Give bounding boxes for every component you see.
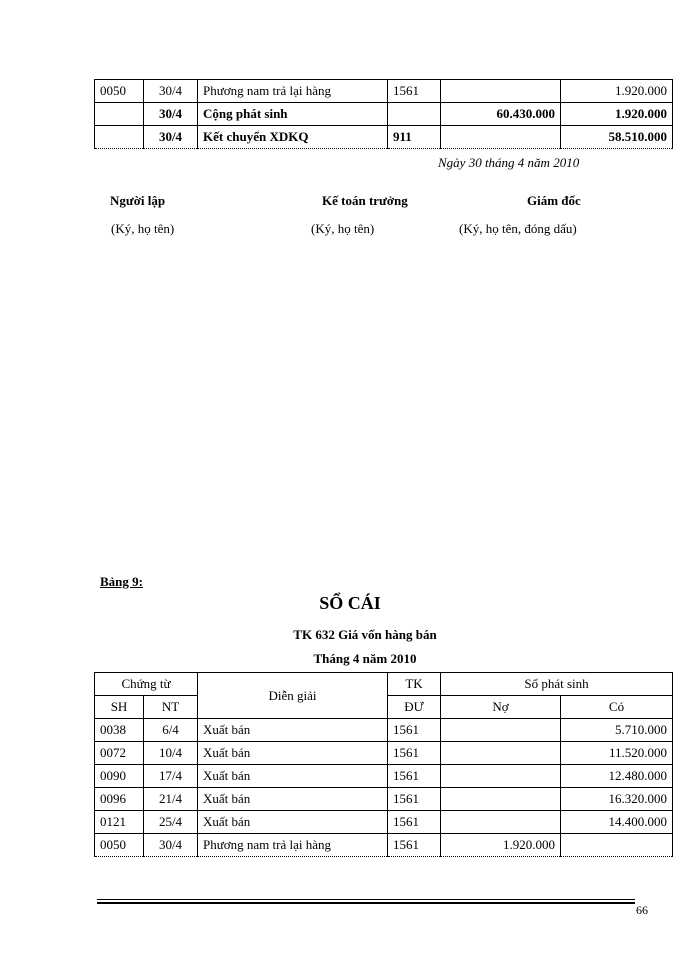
table-row <box>95 742 673 765</box>
cell-sh: 0096 <box>95 788 144 811</box>
signature-director-title: Giám đốc <box>527 193 581 208</box>
cell-co: 5.710.000 <box>561 719 673 742</box>
footer-divider-thick <box>97 902 635 904</box>
header-credit: Có <box>561 696 673 719</box>
cell-no: 60.430.000 <box>441 103 561 126</box>
table-row <box>95 834 673 857</box>
top-ledger-body <box>95 80 673 149</box>
footer-divider <box>97 899 635 900</box>
cell-tk: 1561 <box>388 834 441 857</box>
cell-dien-giai: Xuất bán <box>198 811 388 834</box>
cell-dien-giai: Xuất bán <box>198 788 388 811</box>
period-title: Tháng 4 năm 2010 <box>313 651 417 666</box>
header-account-line2: ĐƯ <box>388 696 441 719</box>
table-label: Bảng 9: <box>100 574 143 589</box>
cell-no <box>441 788 561 811</box>
signature-preparer-title: Người lập <box>110 193 166 208</box>
cell-dien-giai: Xuất bán <box>198 742 388 765</box>
cell-sh: 0072 <box>95 742 144 765</box>
top-ledger-table <box>94 79 673 149</box>
cell-co: 58.510.000 <box>561 126 673 149</box>
cell-nt: 30/4 <box>144 103 198 126</box>
table-row <box>95 788 673 811</box>
table-row <box>95 80 673 103</box>
main-ledger-table <box>94 672 673 857</box>
header-description: Diễn giải <box>198 673 388 719</box>
cell-tk: 1561 <box>388 80 441 103</box>
cell-no <box>441 765 561 788</box>
cell-co: 1.920.000 <box>561 103 673 126</box>
header-row-1 <box>95 673 673 696</box>
cell-no <box>441 80 561 103</box>
cell-nt: 21/4 <box>144 788 198 811</box>
table-row <box>95 126 673 149</box>
table-row <box>95 103 673 126</box>
cell-sh: 0050 <box>95 834 144 857</box>
cell-dien-giai: Xuất bán <box>198 719 388 742</box>
header-sh: SH <box>95 696 144 719</box>
signature-chief-accountant-title: Kế toán trưởng <box>322 193 408 208</box>
table-row <box>95 719 673 742</box>
header-amounts: Số phát sinh <box>441 673 673 696</box>
cell-tk <box>388 103 441 126</box>
cell-sh: 0050 <box>95 80 144 103</box>
cell-tk: 1561 <box>388 788 441 811</box>
cell-tk: 1561 <box>388 742 441 765</box>
main-ledger-body <box>95 719 673 857</box>
cell-sh: 0121 <box>95 811 144 834</box>
cell-co: 14.400.000 <box>561 811 673 834</box>
cell-no <box>441 811 561 834</box>
cell-dien-giai: Cộng phát sinh <box>198 103 388 126</box>
cell-sh <box>95 126 144 149</box>
signature-director-note: (Ký, họ tên, đóng dấu) <box>459 221 577 236</box>
cell-co: 12.480.000 <box>561 765 673 788</box>
cell-tk: 1561 <box>388 765 441 788</box>
cell-dien-giai: Phương nam trả lại hàng <box>198 834 388 857</box>
cell-nt: 10/4 <box>144 742 198 765</box>
cell-co <box>561 834 673 857</box>
header-nt: NT <box>144 696 198 719</box>
cell-tk: 1561 <box>388 811 441 834</box>
cell-no <box>441 126 561 149</box>
cell-co: 11.520.000 <box>561 742 673 765</box>
cell-nt: 30/4 <box>144 80 198 103</box>
ledger-title: SỔ CÁI <box>319 593 381 613</box>
cell-dien-giai: Phương nam trả lại hàng <box>198 80 388 103</box>
page-number: 66 <box>636 903 648 917</box>
cell-dien-giai: Xuất bán <box>198 765 388 788</box>
cell-no <box>441 742 561 765</box>
header-voucher: Chứng từ <box>95 673 198 696</box>
cell-no <box>441 719 561 742</box>
cell-sh <box>95 103 144 126</box>
cell-nt: 25/4 <box>144 811 198 834</box>
cell-nt: 30/4 <box>144 126 198 149</box>
date-line: Ngày 30 tháng 4 năm 2010 <box>438 155 580 170</box>
table-row <box>95 765 673 788</box>
account-title: TK 632 Giá vốn hàng bán <box>293 627 437 642</box>
cell-nt: 6/4 <box>144 719 198 742</box>
cell-co: 1.920.000 <box>561 80 673 103</box>
cell-sh: 0090 <box>95 765 144 788</box>
signature-chief-accountant-note: (Ký, họ tên) <box>311 221 375 236</box>
cell-sh: 0038 <box>95 719 144 742</box>
header-account-line1: TK <box>388 673 441 696</box>
cell-nt: 17/4 <box>144 765 198 788</box>
cell-tk: 1561 <box>388 719 441 742</box>
cell-co: 16.320.000 <box>561 788 673 811</box>
header-debit: Nợ <box>441 696 561 719</box>
cell-no: 1.920.000 <box>441 834 561 857</box>
table-row <box>95 811 673 834</box>
cell-tk: 911 <box>388 126 441 149</box>
signature-preparer-note: (Ký, họ tên) <box>111 221 175 236</box>
cell-nt: 30/4 <box>144 834 198 857</box>
cell-dien-giai: Kết chuyển XDKQ <box>198 126 388 149</box>
